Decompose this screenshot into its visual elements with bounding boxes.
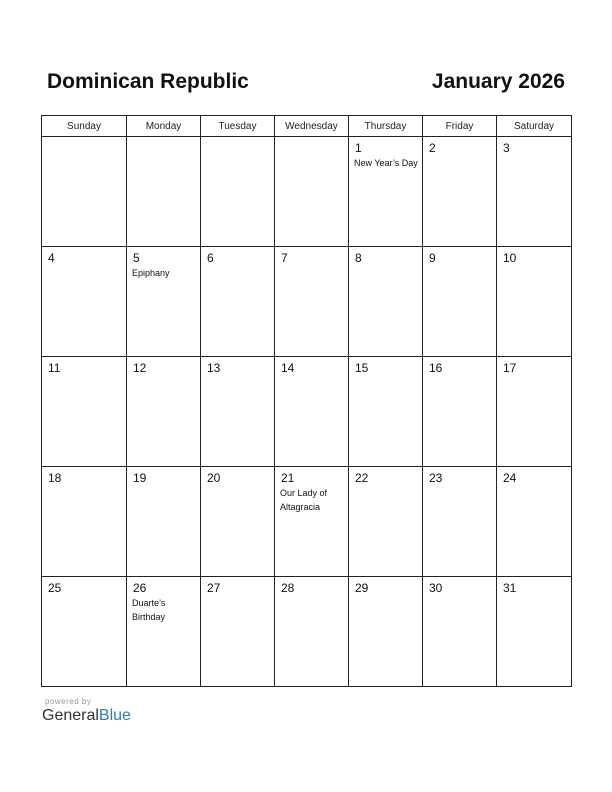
day-cell: [127, 247, 201, 357]
day-number: 6: [207, 251, 214, 265]
day-number: 28: [281, 581, 295, 595]
day-cell: [127, 577, 201, 687]
weekday-wednesday: Wednesday: [275, 116, 349, 137]
day-number: 7: [281, 251, 288, 265]
day-cell: [127, 467, 201, 577]
day-number: 13: [207, 361, 221, 375]
day-number: 8: [355, 251, 362, 265]
weekday-saturday: Saturday: [497, 116, 572, 137]
day-cell: [127, 137, 201, 247]
weekday-friday: Friday: [423, 116, 497, 137]
day-number: 9: [429, 251, 436, 265]
day-cell: [275, 357, 349, 467]
week-row: [42, 577, 572, 687]
day-number: 22: [355, 471, 369, 485]
day-cell: [42, 577, 127, 687]
day-number: 27: [207, 581, 221, 595]
holiday-label: Epiphany: [132, 268, 170, 278]
holiday-label: Duarte’s Birthday: [132, 598, 166, 622]
day-number: 20: [207, 471, 221, 485]
day-number: 26: [133, 581, 147, 595]
day-cell: [201, 577, 275, 687]
day-number: 3: [503, 141, 510, 155]
day-cell: [349, 577, 423, 687]
day-number: 16: [429, 361, 443, 375]
day-number: 10: [503, 251, 517, 265]
day-number: 18: [48, 471, 62, 485]
powered-by-text: powered by: [45, 697, 92, 706]
brand-part-general: General: [42, 707, 99, 724]
day-number: 24: [503, 471, 517, 485]
day-cell: [423, 467, 497, 577]
day-cell: [497, 357, 572, 467]
day-cell: [497, 577, 572, 687]
day-number: 2: [429, 141, 436, 155]
holiday-label: Our Lady of Altagracia: [280, 488, 328, 512]
day-cell: [349, 467, 423, 577]
day-number: 5: [133, 251, 140, 265]
day-number: 12: [133, 361, 147, 375]
day-cell: [42, 247, 127, 357]
week-row: [42, 467, 572, 577]
day-number: 31: [503, 581, 517, 595]
day-number: 4: [48, 251, 55, 265]
day-cell: [349, 357, 423, 467]
day-number: 15: [355, 361, 369, 375]
weekday-header-row: [42, 116, 572, 137]
day-cell: [423, 247, 497, 357]
month-year-title: January 2026: [431, 70, 565, 93]
week-row: [42, 137, 572, 247]
country-title: Dominican Republic: [47, 70, 249, 93]
day-cell: [275, 577, 349, 687]
day-cell: [423, 577, 497, 687]
footer-brand: [42, 697, 131, 725]
day-number: 29: [355, 581, 369, 595]
day-cell: [127, 357, 201, 467]
day-cell: [497, 137, 572, 247]
weekday-thursday: Thursday: [349, 116, 423, 137]
day-cell: [201, 247, 275, 357]
day-cell: [423, 137, 497, 247]
day-cell: [349, 247, 423, 357]
day-cell: [423, 357, 497, 467]
day-cell: [349, 137, 423, 247]
day-cell: [201, 137, 275, 247]
weekday-monday: Monday: [127, 116, 201, 137]
day-cell: [275, 137, 349, 247]
week-row: [42, 247, 572, 357]
day-number: 30: [429, 581, 443, 595]
week-row: [42, 357, 572, 467]
day-cell: [42, 467, 127, 577]
day-cell: [497, 247, 572, 357]
day-number: 1: [355, 141, 362, 155]
day-cell: [42, 137, 127, 247]
day-number: 17: [503, 361, 517, 375]
weekday-tuesday: Tuesday: [201, 116, 275, 137]
day-cell: [497, 467, 572, 577]
day-number: 11: [48, 361, 61, 375]
day-number: 25: [48, 581, 62, 595]
day-cell: [201, 467, 275, 577]
day-number: 21: [281, 471, 295, 485]
holiday-label: New Year’s Day: [354, 158, 418, 168]
weekday-sunday: Sunday: [42, 116, 127, 137]
day-number: 19: [133, 471, 147, 485]
day-cell: [201, 357, 275, 467]
day-cell: [275, 247, 349, 357]
generalblue-logo[interactable]: [42, 707, 131, 725]
day-cell: [42, 357, 127, 467]
day-cell: [275, 467, 349, 577]
calendar-grid: [41, 115, 572, 687]
brand-part-blue: Blue: [98, 707, 131, 724]
day-number: 14: [281, 361, 295, 375]
day-number: 23: [429, 471, 443, 485]
